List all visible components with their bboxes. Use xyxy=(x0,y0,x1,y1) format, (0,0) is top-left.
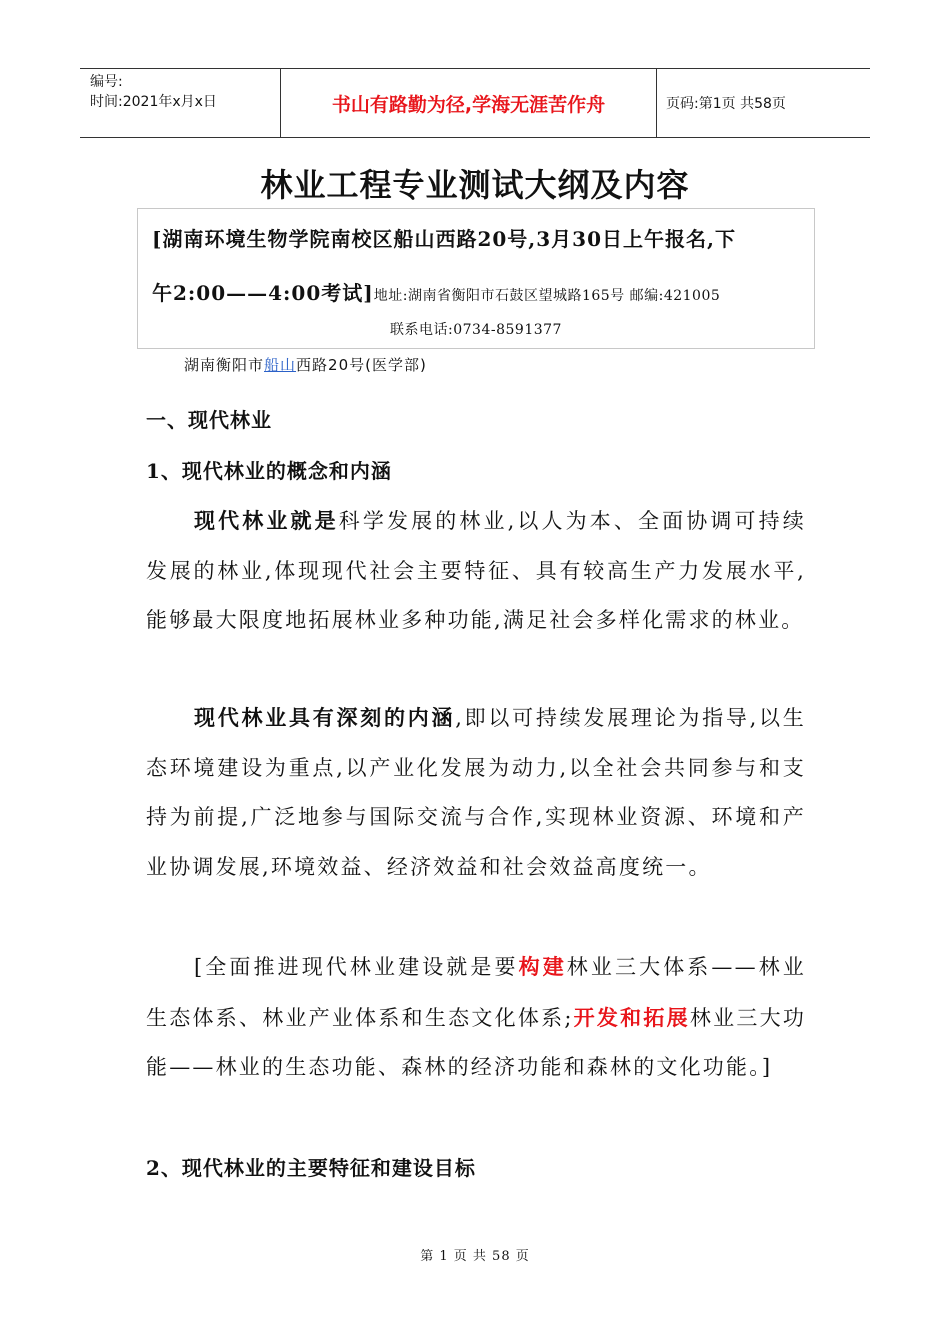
address-link[interactable]: 船山 xyxy=(264,356,297,374)
paragraph-definition xyxy=(146,496,806,646)
contact-phone: 联系电话:0734-8591377 xyxy=(390,322,562,338)
exam-time: 午2:00——4:00考试] xyxy=(152,281,374,305)
paragraph-systems-a: [全面推进现代林业建设就是要 xyxy=(194,955,519,979)
header-page-info: 页码:第1页 共58页 xyxy=(666,96,786,112)
paragraph-definition-lead: 现代林业就是 xyxy=(194,508,339,533)
postal-address: 地址:湖南省衡阳市石鼓区望城路165号 邮编:421005 xyxy=(373,288,721,304)
time-label: 时间:2021年x月x日 xyxy=(90,94,217,110)
paragraph-connotation xyxy=(146,693,806,892)
info-box xyxy=(137,208,815,349)
paragraph-systems xyxy=(146,942,806,1093)
subsection-heading-1-1: 1、现代林业的概念和内涵 xyxy=(146,459,392,483)
section-heading-1: 一、现代林业 xyxy=(146,408,272,432)
paragraph-connotation-body: ,即以可持续发展理论为指导,以生态环境建设为重点,以产业化发展为动力,以全社会共同参与和支持为前提,广泛地参与国际交流与合作,实现林业资源、环境和产业协调发展,环境效益、经济效益和社会效益高度统一。 xyxy=(146,706,806,879)
paragraph-connotation-lead: 现代林业具有深刻的内涵 xyxy=(194,705,456,730)
address-line xyxy=(184,354,427,375)
paragraph-definition-body: 科学发展的林业,以人为本、全面协调可持续发展的林业,体现现代社会主要特征、具有较高生产力发展水平,能够最大限度地拓展林业多种功能,满足社会多样化需求的林业。 xyxy=(146,509,806,632)
info-line-2 xyxy=(152,277,812,306)
number-label: 编号: xyxy=(90,74,123,90)
address-prefix: 湖南衡阳市 xyxy=(184,356,265,374)
paragraph-systems-c: 林业三大功能——林业的生态功能、森林的经济功能和森林的文化功能。] xyxy=(146,1005,807,1079)
subsection-heading-1-2: 2、现代林业的主要特征和建设目标 xyxy=(146,1156,476,1180)
header-table xyxy=(80,68,870,138)
document-title: 林业工程专业测试大纲及内容 xyxy=(260,166,690,204)
highlight-build: 构建 xyxy=(518,954,567,979)
paragraph-systems-b: 林业三大体系——林业生态体系、林业产业体系和生态文化体系; xyxy=(146,955,806,1030)
page-footer: 第 1 页 共 58 页 xyxy=(420,1249,530,1264)
address-suffix: 西路20号(医学部) xyxy=(296,356,427,374)
highlight-develop: 开发和拓展 xyxy=(573,1004,690,1030)
header-meta xyxy=(80,69,281,137)
info-line-1: [湖南环境生物学院南校区船山西路20号,3月30日上午报名,下 xyxy=(152,227,736,251)
header-motto: 书山有路勤为径,学海无涯苦作舟 xyxy=(281,69,657,137)
